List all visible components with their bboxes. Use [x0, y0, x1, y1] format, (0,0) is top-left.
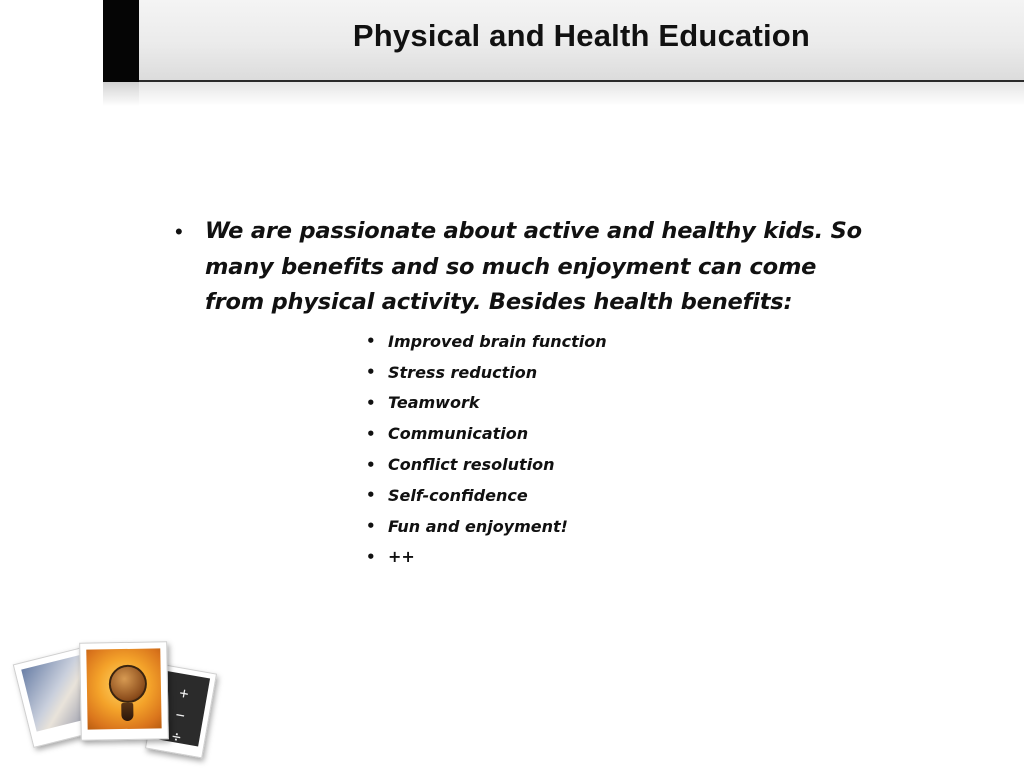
title-shadow-left: [103, 82, 139, 106]
photo-collage: [14, 636, 224, 766]
sub-bullet-marker: •: [366, 393, 376, 412]
list-item: [366, 418, 607, 449]
globe-photo-icon: [79, 641, 169, 741]
list-item: [366, 511, 607, 542]
globe-icon: [109, 665, 148, 704]
benefits-list: [366, 326, 607, 572]
title-accent-block: [103, 0, 139, 82]
bullet-marker: •: [175, 219, 183, 244]
main-bullet: [175, 214, 875, 321]
list-item-text: Fun and enjoyment!: [388, 516, 568, 536]
list-item-text: Communication: [388, 424, 529, 444]
sub-bullet-marker: •: [366, 363, 376, 382]
list-item-text: Stress reduction: [388, 362, 538, 382]
list-item-text: Self-confidence: [388, 485, 528, 505]
sub-bullet-marker: •: [366, 486, 376, 505]
list-item: [366, 388, 607, 419]
list-item-text: Improved brain function: [388, 331, 607, 351]
sub-bullet-marker: •: [366, 332, 376, 351]
slide-title: Physical and Health Education: [352, 18, 811, 53]
globe-stand: [121, 703, 133, 721]
sub-bullet-marker: •: [366, 424, 376, 443]
list-item: [366, 449, 607, 480]
main-bullet-text: We are passionate about active and healthy kids. So many benefits and so much enjoyment can come from physical activity. Besides health benefits:: [205, 218, 862, 315]
list-item: [366, 357, 607, 388]
sub-bullet-marker: •: [366, 547, 376, 566]
title-shadow: [139, 82, 1024, 106]
chalkboard-photo-icon: + − ÷: [145, 664, 217, 759]
list-item-text: ++: [388, 547, 415, 567]
list-item: [366, 326, 607, 357]
list-item: [366, 480, 607, 511]
sub-bullet-marker: •: [366, 455, 376, 474]
list-item-text: Teamwork: [388, 393, 480, 413]
sub-bullet-marker: •: [366, 517, 376, 536]
list-item-text: Conflict resolution: [388, 455, 555, 475]
main-content: [175, 214, 875, 321]
list-item: [366, 542, 607, 573]
